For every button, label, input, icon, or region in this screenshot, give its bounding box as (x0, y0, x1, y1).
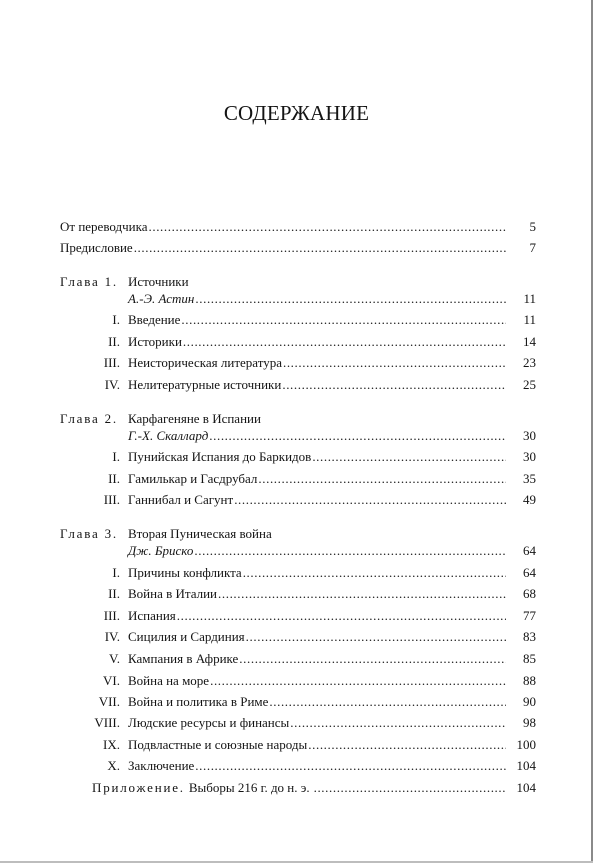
toc-page-number: 7 (529, 240, 536, 255)
section-number: II. (108, 334, 120, 349)
toc-entry-preface[interactable] (0, 238, 593, 258)
toc-page-number: 23 (523, 355, 536, 370)
toc-page-number: 64 (523, 565, 536, 580)
toc-section[interactable] (0, 735, 593, 755)
section-label: Кампания в Африке (128, 651, 239, 666)
section-number: V. (109, 651, 120, 666)
chapter-author: Дж. Бриско (128, 543, 194, 558)
dot-leader (282, 375, 506, 395)
section-label: Людские ресурсы и финансы (128, 715, 290, 730)
chapter-1-author[interactable] (0, 289, 593, 309)
toc-section[interactable] (0, 671, 593, 691)
toc-page-number: 90 (523, 694, 536, 709)
dot-leader (210, 671, 506, 691)
chapter-author: Г.-Х. Скаллард (128, 428, 209, 443)
page-title: СОДЕРЖАНИЕ (223, 101, 370, 125)
section-label: Нелитературные источники (128, 377, 282, 392)
appendix-prefix: Приложение. (92, 780, 185, 795)
toc-section[interactable] (0, 490, 593, 510)
toc-page-number: 30 (523, 428, 536, 443)
section-number: I. (112, 449, 120, 464)
dot-leader (149, 217, 507, 237)
toc-page-number: 11 (523, 291, 536, 306)
section-number: I. (112, 565, 120, 580)
toc-page-number: 64 (523, 543, 536, 558)
toc-page-number: 11 (523, 312, 536, 327)
toc-page-number: 104 (516, 780, 536, 795)
toc-entry-translator-note[interactable] (0, 217, 593, 237)
dot-leader (209, 426, 506, 446)
dot-leader (314, 778, 506, 798)
toc-page-number: 35 (523, 471, 536, 486)
section-number: III. (103, 608, 120, 623)
toc-section[interactable] (0, 563, 593, 583)
section-label: Гамилькар и Гасдрубал (128, 471, 258, 486)
dot-leader (283, 353, 506, 373)
toc-appendix[interactable] (0, 778, 593, 798)
toc-page-number: 104 (516, 758, 536, 773)
dot-leader (195, 756, 506, 776)
toc-page-number: 77 (523, 608, 536, 623)
section-number: IV. (104, 377, 120, 392)
section-number: VI. (103, 673, 120, 688)
section-label: Война и политика в Риме (128, 694, 269, 709)
chapter-number: Глава 1. (60, 274, 118, 289)
section-number: VIII. (94, 715, 120, 730)
dot-leader (246, 627, 506, 647)
section-label: Испания (128, 608, 176, 623)
dot-leader (312, 447, 506, 467)
section-label: Война в Италии (128, 586, 218, 601)
dot-leader (134, 238, 506, 258)
dot-leader (181, 310, 506, 330)
section-label: Пунийская Испания до Баркидов (128, 449, 312, 464)
toc-section[interactable] (0, 649, 593, 669)
section-label: Неисторическая литература (128, 355, 282, 370)
toc-page-number: 14 (523, 334, 536, 349)
dot-leader (290, 713, 506, 733)
toc-section[interactable] (0, 310, 593, 330)
toc-page-number: 85 (523, 651, 536, 666)
chapter-author: А.-Э. Астин (128, 291, 195, 306)
toc-section[interactable] (0, 375, 593, 395)
section-label: Война на море (128, 673, 210, 688)
toc-entry-label: От переводчика (60, 219, 148, 234)
section-number: VII. (98, 694, 120, 709)
section-label: Историки (128, 334, 182, 349)
chapter-3-author[interactable] (0, 541, 593, 561)
toc-section[interactable] (0, 627, 593, 647)
toc-page-number: 30 (523, 449, 536, 464)
dot-leader (183, 332, 506, 352)
appendix-label: Выборы 216 г. до н. э. (188, 780, 310, 795)
toc-section[interactable] (0, 469, 593, 489)
toc-section[interactable] (0, 692, 593, 712)
dot-leader (195, 289, 506, 309)
toc-section[interactable] (0, 713, 593, 733)
chapter-2-author[interactable] (0, 426, 593, 446)
dot-leader (194, 541, 506, 561)
toc-page-number: 49 (523, 492, 536, 507)
toc-entry-label: Предисловие (60, 240, 133, 255)
chapter-title: Вторая Пуническая война (128, 526, 272, 541)
section-label: Причины конфликта (128, 565, 242, 580)
toc-page-number: 98 (523, 715, 536, 730)
toc-page-number: 83 (523, 629, 536, 644)
dot-leader (258, 469, 506, 489)
dot-leader (218, 584, 506, 604)
toc-page-number: 88 (523, 673, 536, 688)
section-number: III. (103, 492, 120, 507)
toc-page-number: 25 (523, 377, 536, 392)
chapter-number: Глава 3. (60, 526, 118, 541)
section-label: Заключение (128, 758, 195, 773)
section-number: II. (108, 586, 120, 601)
section-label: Сицилия и Сардиния (128, 629, 245, 644)
toc-section[interactable] (0, 584, 593, 604)
toc-page-number: 5 (529, 219, 536, 234)
section-label: Ганнибал и Сагунт (128, 492, 234, 507)
toc-section[interactable] (0, 447, 593, 467)
toc-section[interactable] (0, 606, 593, 626)
section-number: IX. (103, 737, 120, 752)
dot-leader (308, 735, 506, 755)
section-number: I. (112, 312, 120, 327)
dot-leader (269, 692, 506, 712)
section-number: X. (107, 758, 120, 773)
toc-section[interactable] (0, 756, 593, 776)
chapter-title: Карфагеняне в Испании (128, 411, 261, 426)
chapter-title: Источники (128, 274, 189, 289)
section-label: Введение (128, 312, 181, 327)
dot-leader (234, 490, 506, 510)
section-number: III. (103, 355, 120, 370)
dot-leader (243, 563, 506, 583)
toc-section[interactable] (0, 332, 593, 352)
dot-leader (177, 606, 506, 626)
toc-page-number: 100 (516, 737, 536, 752)
dot-leader (239, 649, 506, 669)
toc-section[interactable] (0, 353, 593, 373)
chapter-number: Глава 2. (60, 411, 118, 426)
toc-page-number: 68 (523, 586, 536, 601)
section-number: II. (108, 471, 120, 486)
section-number: IV. (104, 629, 120, 644)
section-label: Подвластные и союзные народы (128, 737, 308, 752)
